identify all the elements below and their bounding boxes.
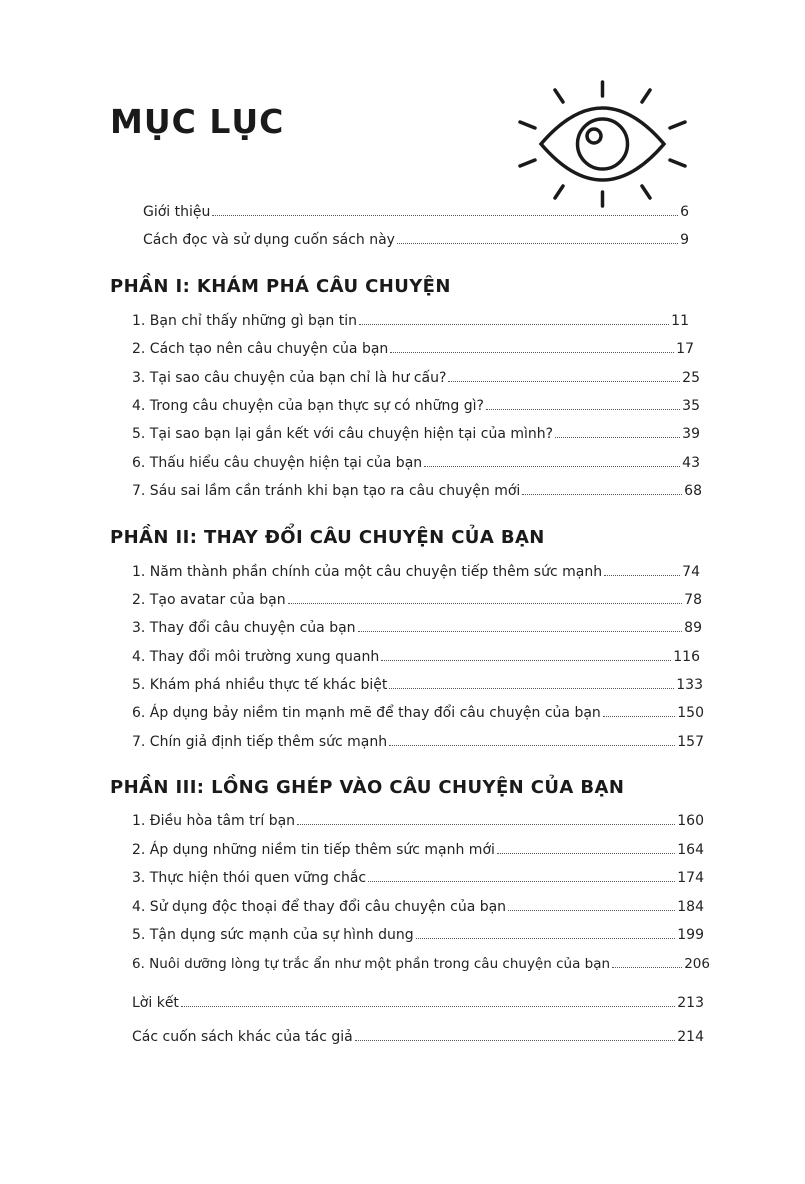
toc-entry-title: 5. Tận dụng sức mạnh của sự hình dung (132, 927, 414, 943)
toc-entry (143, 204, 689, 226)
toc-entry (132, 564, 700, 586)
toc-entry (132, 899, 704, 921)
toc-entry-page: 17 (676, 341, 694, 357)
toc-entry-page: 150 (677, 705, 704, 721)
toc-entry-page: 11 (671, 313, 689, 329)
part-heading: PHẦN III: LỒNG GHÉP VÀO CÂU CHUYỆN CỦA BẠN (110, 777, 625, 798)
toc-entry (132, 649, 700, 671)
toc-entry (132, 620, 702, 642)
toc-entry (132, 842, 704, 864)
toc-entry-page: 78 (684, 592, 702, 608)
toc-entry-title: Lời kết (132, 995, 179, 1011)
toc-entry-page: 206 (684, 956, 710, 972)
toc-entry (132, 995, 704, 1017)
toc-entry-title: 1. Bạn chỉ thấy những gì bạn tin (132, 313, 357, 329)
toc-entry-page: 184 (677, 899, 704, 915)
toc-entry-title: 6. Áp dụng bảy niềm tin mạnh mẽ để thay đổi câu chuyện của bạn (132, 705, 601, 721)
toc-entry-page: 89 (684, 620, 702, 636)
toc-entry-title: 3. Thực hiện thói quen vững chắc (132, 870, 367, 886)
toc-entry-page: 25 (682, 370, 700, 386)
toc-entry-page: 133 (676, 677, 703, 693)
eye-icon (515, 78, 690, 210)
toc-entry-page: 68 (684, 483, 702, 499)
toc-entry-title: 2. Tạo avatar của bạn (132, 592, 286, 608)
toc-entry-title: Cách đọc và sử dụng cuốn sách này (143, 232, 395, 248)
toc-entry-title: Giới thiệu (143, 204, 211, 220)
toc-entry-title: 4. Thay đổi môi trường xung quanh (132, 649, 380, 665)
toc-entry (132, 370, 700, 392)
toc-entry (132, 398, 700, 420)
toc-entry-title: 5. Tại sao bạn lại gắn kết với câu chuyện hiện tại của mình? (132, 426, 554, 442)
toc-entry (132, 705, 704, 727)
toc-entry-page: 160 (677, 813, 704, 829)
toc-entry-title: 6. Thấu hiểu câu chuyện hiện tại của bạn (132, 455, 423, 471)
toc-entry-page: 116 (673, 649, 700, 665)
toc-entry-title: 5. Khám phá nhiều thực tế khác biệt (132, 677, 388, 693)
toc-entry-page: 6 (680, 204, 689, 220)
toc-entry-title: 4. Trong câu chuyện của bạn thực sự có những gì? (132, 398, 484, 414)
toc-entry-title: 4. Sử dụng độc thoại để thay đổi câu chuyện của bạn (132, 899, 507, 915)
toc-entry-title: 1. Điều hòa tâm trí bạn (132, 813, 296, 829)
toc-entry-title: 6. Nuôi dưỡng lòng tự trắc ẩn như một phần trong câu chuyện của bạn (132, 956, 611, 972)
toc-entry-page: 174 (677, 870, 704, 886)
toc-entry-title: 2. Áp dụng những niềm tin tiếp thêm sức mạnh mới (132, 842, 495, 858)
toc-entry-title: 1. Năm thành phần chính của một câu chuyện tiếp thêm sức mạnh (132, 564, 603, 580)
toc-title: MỤC LỤC (110, 102, 285, 141)
toc-entry (132, 677, 703, 699)
toc-entry-page: 199 (677, 927, 704, 943)
toc-entry (143, 232, 689, 254)
part-heading: PHẦN II: THAY ĐỔI CÂU CHUYỆN CỦA BẠN (110, 527, 545, 548)
toc-entry-title: 2. Cách tạo nên câu chuyện của bạn (132, 341, 389, 357)
toc-entry-page: 43 (682, 455, 700, 471)
toc-entry (132, 813, 704, 835)
part-heading: PHẦN I: KHÁM PHÁ CÂU CHUYỆN (110, 276, 451, 297)
toc-entry-title: 7. Chín giả định tiếp thêm sức mạnh (132, 734, 388, 750)
toc-entry-page: 39 (682, 426, 700, 442)
toc-entry (132, 455, 700, 477)
toc-entry-page: 9 (680, 232, 689, 248)
toc-entry-page: 35 (682, 398, 700, 414)
toc-entry (132, 313, 689, 335)
toc-entry-page: 213 (677, 995, 704, 1011)
toc-entry (132, 734, 704, 756)
toc-entry-title: 7. Sáu sai lầm cần tránh khi bạn tạo ra câu chuyện mới (132, 483, 521, 499)
toc-entry-title: 3. Tại sao câu chuyện của bạn chỉ là hư cấu? (132, 370, 447, 386)
toc-entry (132, 1029, 704, 1051)
toc-entry-page: 214 (677, 1029, 704, 1045)
toc-entry (132, 341, 694, 363)
toc-entry-page: 74 (682, 564, 700, 580)
toc-entry (132, 483, 702, 505)
toc-entry (132, 426, 700, 448)
toc-entry (132, 870, 704, 892)
toc-entry-page: 164 (677, 842, 704, 858)
toc-entry-title: Các cuốn sách khác của tác giả (132, 1029, 353, 1045)
toc-entry-title: 3. Thay đổi câu chuyện của bạn (132, 620, 356, 636)
toc-entry (132, 592, 702, 614)
toc-entry (132, 927, 704, 949)
toc-entry (132, 956, 710, 978)
toc-entry-page: 157 (677, 734, 704, 750)
